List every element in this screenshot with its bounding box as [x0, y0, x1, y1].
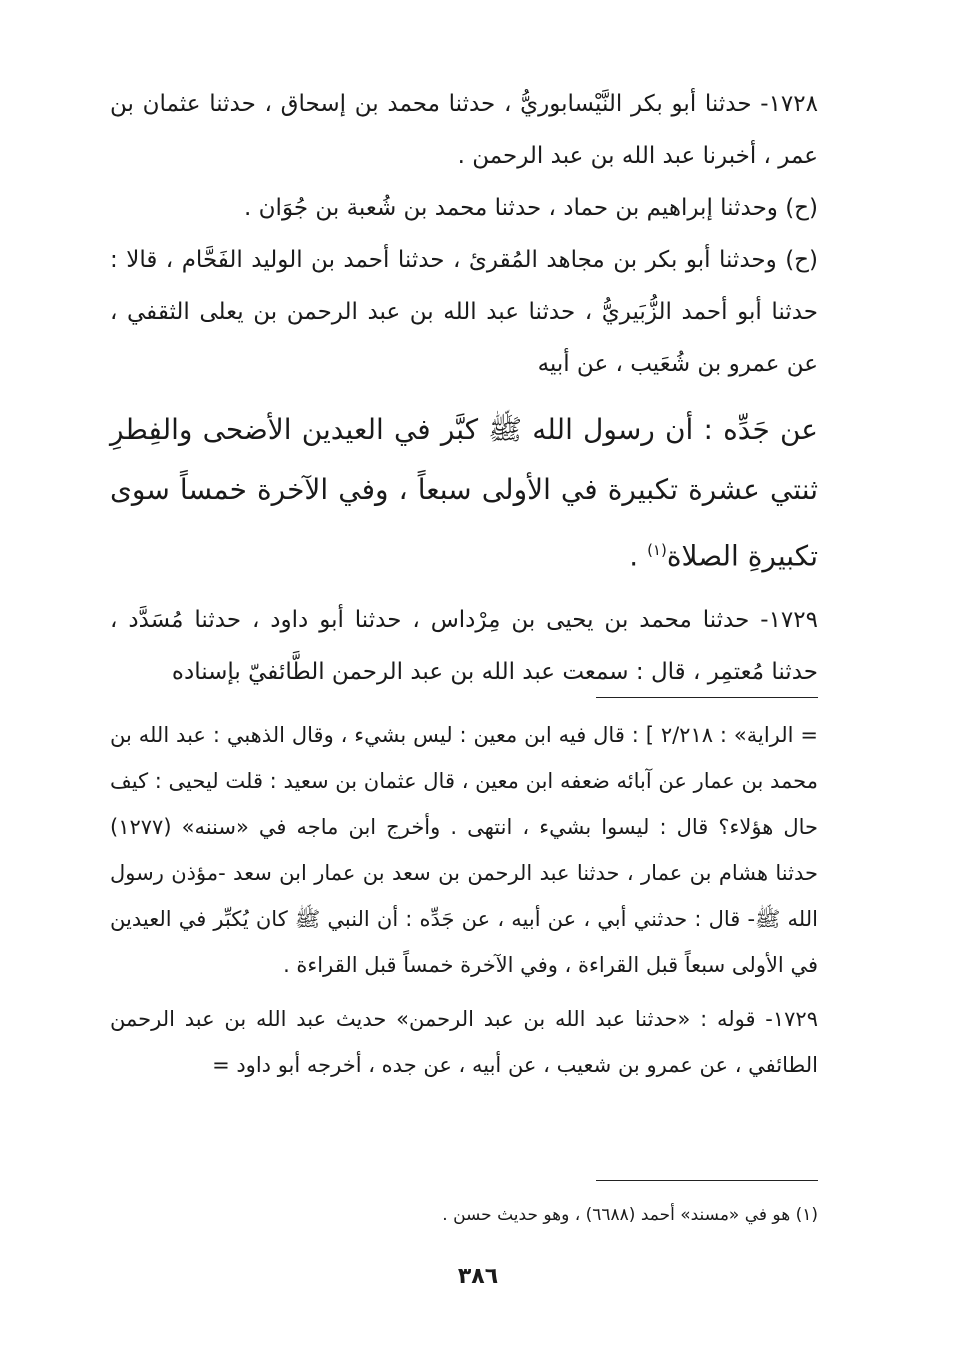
- commentary-note-2: ١٧٢٩- قوله : «حدثنا عبد الله بن عبد الرحمن» حديث عبد الله بن عبد الرحمن الطائفي ، عن عمرو بن شعيب ، عن أبيه ، عن جده ، أخرجه أبو داود =: [110, 1007, 818, 1077]
- commentary-note-1: = الراية» : ٢/٢١٨ ] : قال فيه ابن معين : ليس بشيء ، وقال الذهبي : عبد الله بن محمد بن عمار عن آبائه ضعفه ابن معين ، قال عثمان بن سعيد : قلت ليحيى : كيف حال هؤلاء؟ قال : ليسوا بشيء ، انتهى . وأخرج ابن ماجه في «سننه» (١٢٧٧) حدثنا هشام بن عمار ، حدثنا عبد الرحمن بن سعد بن عمار ابن سعد -مؤذن رسول الله ﷺ- قال : حدثني أبي ، عن أبيه ، عن جَدِّه : أن النبي ﷺ كان يُكبِّر في العيدين في الأولى سبعاً قبل القراءة ، وفي الآخرة خمساً قبل القراءة .: [110, 723, 818, 977]
- hadith-1728-text: [110, 400, 818, 586]
- footnote-separator: [596, 1180, 818, 1181]
- footnote-ref: (١): [647, 541, 667, 559]
- footnote: (١) هو في «مسند» أحمد (٦٦٨٨) ، وهو حديث حسن .: [442, 1205, 818, 1225]
- main-text: [110, 78, 818, 698]
- commentary-notes: [110, 712, 818, 1088]
- hadith-1729-chain: ١٧٢٩- حدثنا محمد بن يحيى بن مِرْداس ، حدثنا أبو داود ، حدثنا مُسَدَّد ، حدثنا مُعتمِر ، قال : سمعت عبد الله بن عبد الرحمن الطَّائفيّ بإسناده: [110, 607, 818, 686]
- hadith-text-end: .: [629, 539, 648, 573]
- hadith-1728-chain: ١٧٢٨- حدثنا أبو بكر النَّيْسابوريُّ ، حدثنا محمد بن إسحاق ، حدثنا عثمان بن عمر ، أخبرنا عبد الله بن عبد الرحمن .: [110, 91, 818, 169]
- notes-separator: [596, 697, 818, 698]
- hadith-1728-chain-3: (ح) وحدثنا أبو بكر بن مجاهد المُقرئ ، حدثنا أحمد بن الوليد الفَحَّام ، قالا : حدثنا أبو أحمد الزُّبَيريُّ ، حدثنا عبد الله بن عبد الرحمن بن يعلى الثقفي ، عن عمرو بن شُعَيب ، عن أبيه: [110, 247, 818, 377]
- hadith-1728-chain-2: (ح) وحدثنا إبراهيم بن حماد ، حدثنا محمد بن شُعبة بن جُوَان .: [244, 195, 818, 221]
- page-number: ٣٨٦: [457, 1264, 499, 1289]
- hadith-text: عن جَدِّه : أن رسول الله ﷺ كبَّر في العيدين الأضحى والفِطرِ ثنتي عشرة تكبيرة في الأولى سبعاً ، وفي الآخرة خمساً سوى تكبيرةِ الصلاة: [110, 413, 818, 573]
